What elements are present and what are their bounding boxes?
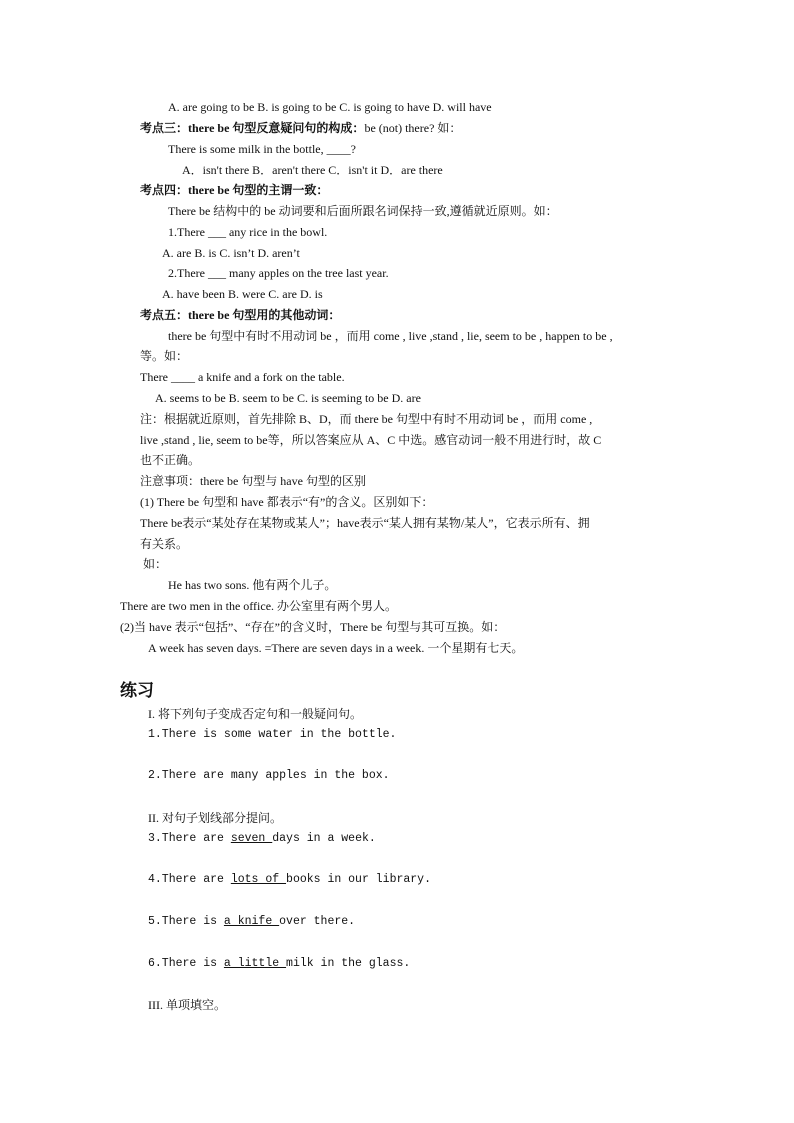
exercise-6: 6.There is a little milk in the glass. [148, 957, 411, 970]
difference-2: (2)当 have 表示“包括”、“存在”的含义时，There be 句型与其可互换。如： [120, 620, 506, 634]
note-line-3: 也不正确。 [140, 453, 201, 467]
underlined-part: lots of [230, 873, 287, 886]
choice-line-2: A．isn't there B．aren't there C．isn't it D．are there [182, 163, 443, 177]
example-have: He has two sons. 他有两个儿子。 [168, 578, 337, 592]
exercise-2: 2.There are many apples in the box. [148, 769, 390, 782]
choice-line-5: A. seems to be B. seem to be C. is seeming to be D. are [155, 391, 421, 405]
point-three-line [140, 120, 461, 136]
example-week: A week has seven days. =There are seven days in a week. 一个星期有七天。 [148, 641, 524, 655]
difference-1-detail-cont: 有关系。 [140, 537, 189, 551]
question-1: 1.There ___ any rice in the bowl. [168, 225, 328, 239]
underlined-part: a knife [223, 915, 280, 928]
example-there-be: There are two men in the office. 办公室里有两个男人。 [120, 599, 398, 613]
note-line-1: 注：根据就近原则，首先排除 B、D，而 there be 句型中有时不用动词 be ，而用 come , [140, 412, 593, 426]
exercise-1: 1.There is some water in the bottle. [148, 728, 397, 741]
choice-line-3: A. are B. is C. isn’t D. aren’t [162, 246, 300, 260]
exercise-5: 5.There is a knife over there. [148, 915, 356, 928]
underlined-part: a little [223, 957, 287, 970]
point-five-text: there be 句型中有时不用动词 be ，而用 come , live ,stand , lie, seem to be , happen to be , [168, 329, 613, 343]
example-question: There ____ a knife and a fork on the table. [140, 370, 345, 384]
attention-heading: 注意事项：there be 句型与 have 句型的区别 [140, 474, 366, 488]
point-five-text-cont: 等。如： [140, 349, 189, 363]
point-three-heading: 考点三：there be 句型反意疑问句的构成： [140, 121, 365, 135]
difference-1-detail: There be表示“某处存在某物或某人”；have表示“某人拥有某物/某人”，它表示所有、拥 [140, 516, 590, 530]
question-2: 2.There ___ many apples on the tree last year. [168, 266, 389, 280]
practice-heading: 练习 [120, 681, 154, 701]
choice-line-4: A. have been B. were C. are D. is [162, 287, 323, 301]
section-1-title: I. 将下列句子变成否定句和一般疑问句。 [148, 707, 362, 721]
choice-line-1: A. are going to be B. is going to be C. is going to have D. will have [168, 100, 492, 114]
note-line-2: live ,stand , lie, seem to be等，所以答案应从 A、C 中选。感官动词一般不用进行时，故 C [140, 433, 602, 447]
section-2-title: II. 对句子划线部分提问。 [148, 811, 282, 825]
exercise-3: 3.There are seven days in a week. [148, 832, 376, 845]
exercise-4: 4.There are lots of books in our library. [148, 873, 431, 886]
example-label: 如： [143, 557, 168, 571]
point-four-heading: 考点四：there be 句型的主谓一致： [140, 183, 329, 197]
point-three-formula: be (not) there? 如： [364, 121, 462, 135]
example-sentence: There is some milk in the bottle, ____? [168, 142, 356, 156]
point-five-heading: 考点五：there be 句型用的其他动词： [140, 308, 341, 322]
section-3-title: III. 单项填空。 [148, 998, 226, 1012]
underlined-part: seven [230, 832, 273, 845]
point-four-text: There be 结构中的 be 动词要和后面所跟名词保持一致,遵循就近原则。如： [168, 204, 558, 218]
difference-1: (1) There be 句型和 have 都表示“有”的含义。区别如下： [140, 495, 434, 509]
